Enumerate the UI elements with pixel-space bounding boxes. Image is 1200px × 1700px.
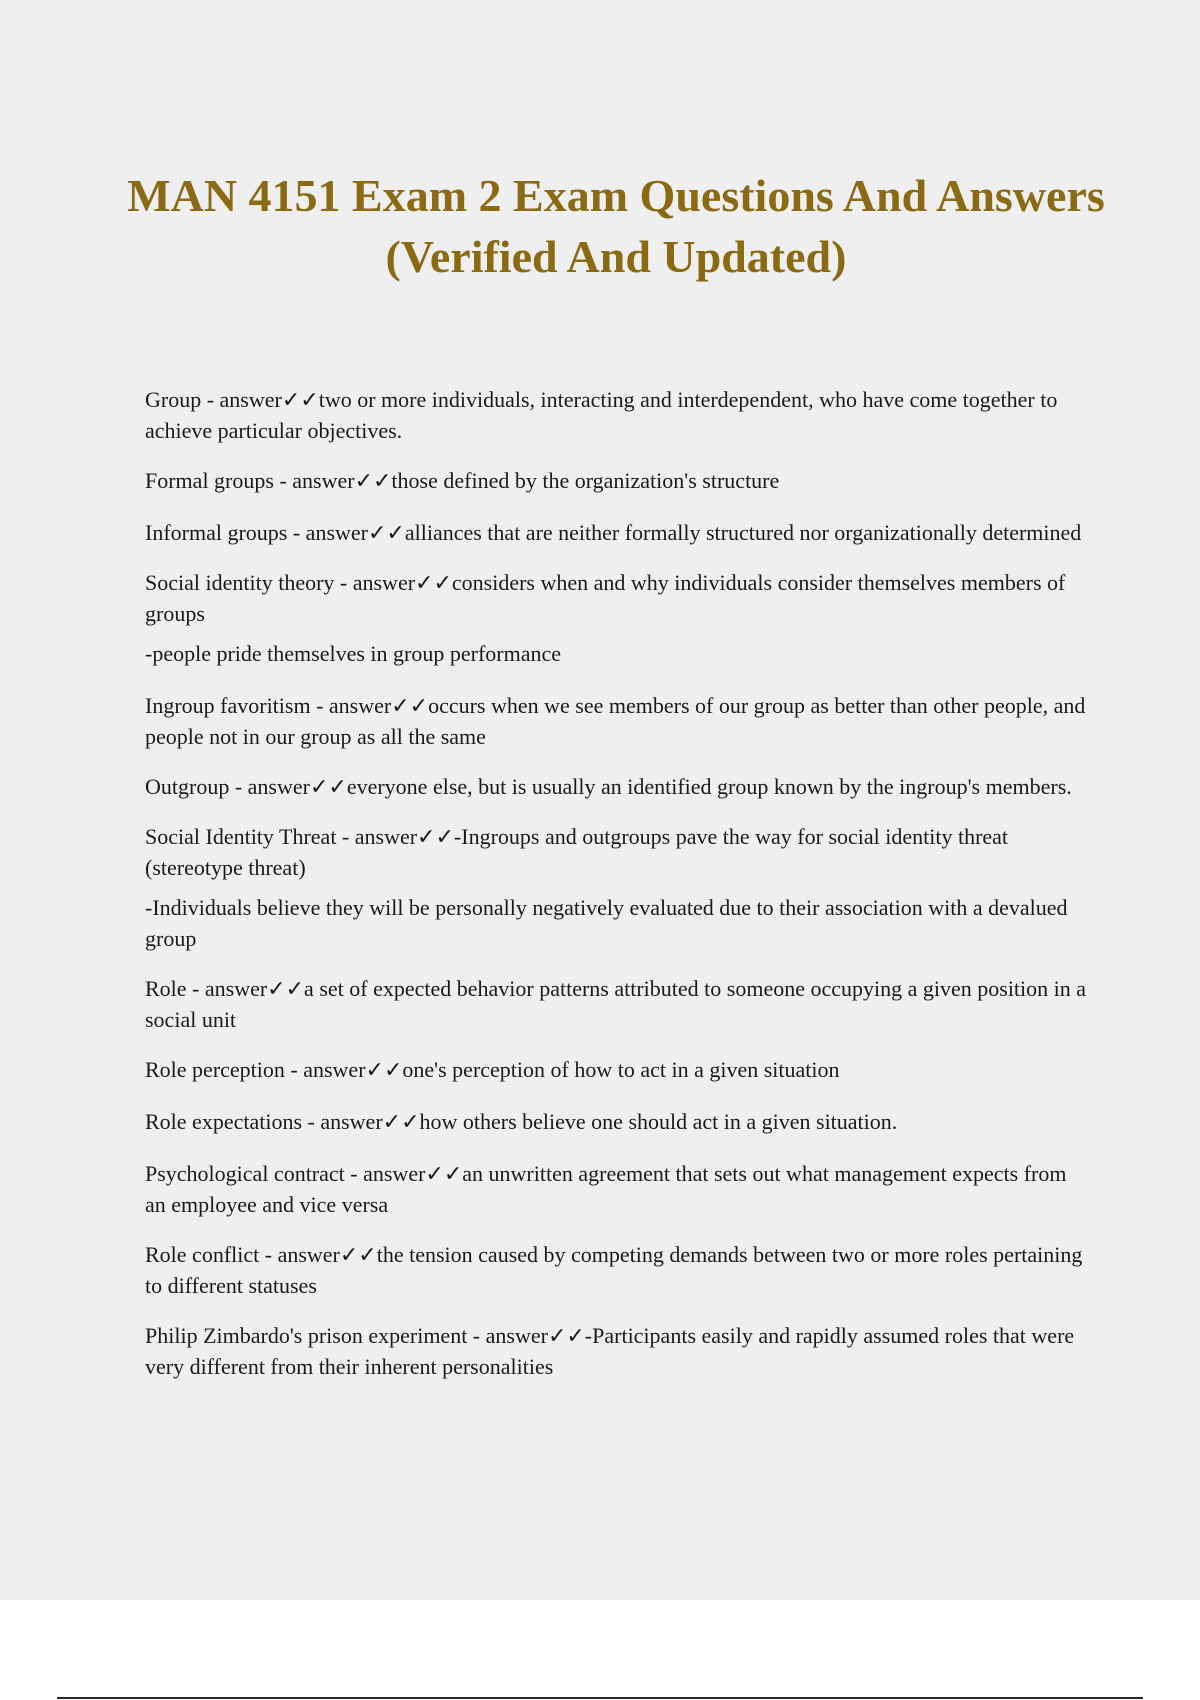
qa-entry-psychological-contract: Psychological contract - answer✓✓an unwritten agreement that sets out what management expects from an employee and vice versa xyxy=(145,1161,1067,1217)
qa-entry-role-perception: Role perception - answer✓✓one's perception of how to act in a given situation xyxy=(145,1057,840,1082)
qa-entry-role: Role - answer✓✓a set of expected behavior patterns attributed to someone occupying a given position in a social unit xyxy=(145,976,1087,1032)
bottom-divider xyxy=(57,1697,1143,1699)
qa-list xyxy=(145,384,1090,1382)
qa-entry-outgroup: Outgroup - answer✓✓everyone else, but is usually an identified group known by the ingroup's members. xyxy=(145,774,1072,799)
qa-entry-role-expectations: Role expectations - answer✓✓how others believe one should act in a given situation. xyxy=(145,1109,898,1134)
qa-entry-ingroup-favoritism: Ingroup favoritism - answer✓✓occurs when we see members of our group as better than other people, and people not in our group as all the same xyxy=(145,693,1086,749)
qa-entry-social-identity-threat: Social Identity Threat - answer✓✓-Ingroups and outgroups pave the way for social identity threat (stereotype threat) xyxy=(145,824,1009,880)
qa-entry-formal-groups: Formal groups - answer✓✓those defined by the organization's structure xyxy=(145,468,780,493)
qa-entry-role-conflict: Role conflict - answer✓✓the tension caused by competing demands between two or more roles pertaining to different statuses xyxy=(145,1242,1083,1298)
qa-entry-social-identity-threat-note: -Individuals believe they will be personally negatively evaluated due to their association with a devalued group xyxy=(145,895,1068,951)
document-title: MAN 4151 Exam 2 Exam Questions And Answers (Verified And Updated) xyxy=(127,170,1105,282)
qa-entry-social-identity-note: -people pride themselves in group performance xyxy=(145,641,562,666)
qa-entry-group: Group - answer✓✓two or more individuals, interacting and interdependent, who have come together to achieve particular objectives. xyxy=(145,387,1058,443)
qa-entry-zimbardo-experiment: Philip Zimbardo's prison experiment - answer✓✓-Participants easily and rapidly assumed roles that were very different from their inherent personalities xyxy=(145,1323,1075,1379)
qa-entry-informal-groups: Informal groups - answer✓✓alliances that are neither formally structured nor organizationally determined xyxy=(145,520,1082,545)
qa-entry-social-identity-theory: Social identity theory - answer✓✓considers when and why individuals consider themselves members of groups xyxy=(145,570,1066,626)
